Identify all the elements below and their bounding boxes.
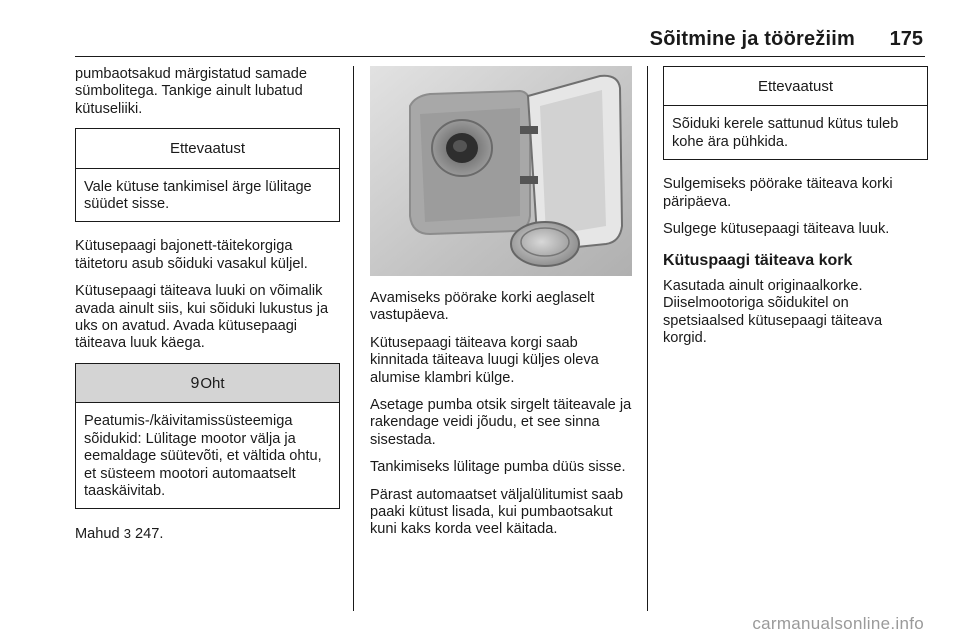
- paragraph: Kütusepaagi täiteava korgi saab kinnitada täiteava luugi küljes oleva alumise klambri külge.: [370, 334, 599, 386]
- paragraph: Kütusepaagi täiteava luuki on võimalik avada ainult siis, kui sõiduki lukustus ja uks on avatud. Avada kütusepaagi täiteava luuk käega.: [75, 283, 329, 352]
- column-left: [75, 66, 340, 554]
- warning-triangle-icon: 9: [190, 374, 200, 392]
- paragraph: Kütusepaagi bajonett-täitekorgiga täitetoru asub sõiduki vasakul küljel.: [75, 238, 308, 272]
- paragraph: Sulgemiseks pöörake täiteava korki päripäeva.: [663, 176, 893, 210]
- column-right: [663, 66, 928, 357]
- paragraph: Kasutada ainult originaalkorke. Diiselmootoriga sõidukitel on spetsiaalsed kütusepaagi täiteava korgid.: [663, 277, 883, 347]
- paragraph: Pärast automaatset väljalülitumist saab paaki kütust lisada, kui pumbaotsakut kuni kaks korda veel käitada.: [370, 486, 624, 538]
- chapter-title: Sõitmine ja töörežiim: [649, 28, 855, 50]
- notice-box: [663, 66, 928, 160]
- page-reference-icon: 3: [123, 526, 131, 542]
- paragraph: Sulgege kütusepaagi täiteava luuk.: [663, 221, 890, 238]
- reference-text: Mahud: [75, 526, 120, 543]
- paragraph: pumbaotsakud märgistatud samade sümbolitega. Tankige ainult lubatud kütuseliiki.: [75, 66, 308, 117]
- danger-body: Peatumis-/käivitamissüsteemiga sõidukid: Lülitage mootor välja ja eemaldage süütevõti, et vältida ohtu, et süsteem mootori automaatselt taaskäivitab.: [84, 413, 322, 499]
- page-number: 175: [889, 28, 923, 50]
- notice-body: Vale kütuse tankimisel ärge lülitage süüdet sisse.: [84, 178, 312, 213]
- notice-box: [75, 128, 340, 222]
- watermark: carmanualsonline.info: [752, 614, 924, 633]
- paragraph: Tankimiseks lülitage pumba düüs sisse.: [370, 459, 626, 476]
- notice-title: Ettevaatust: [664, 67, 927, 106]
- danger-header: [76, 364, 339, 403]
- notice-body: Sõiduki kerele sattunud kütus tuleb kohe ära pühkida.: [672, 116, 899, 150]
- cross-reference: [75, 525, 340, 543]
- paragraph: Asetage pumba otsik sirgelt täiteavale ja rakendage veidi jõudu, et see sinna sisestada.: [370, 397, 632, 448]
- danger-box: [75, 363, 340, 509]
- column-divider: [353, 66, 354, 611]
- notice-title: Ettevaatust: [76, 129, 339, 168]
- column-divider: [647, 66, 648, 611]
- fuel-filler-photo: [370, 66, 632, 276]
- reference-page: 247.: [134, 526, 164, 543]
- page-header: [75, 26, 925, 57]
- danger-title: Oht: [200, 374, 225, 392]
- column-middle: [370, 66, 635, 549]
- section-heading: Kütuspaagi täiteava kork: [663, 252, 853, 270]
- paragraph: Avamiseks pöörake korki aeglaselt vastupäeva.: [370, 290, 595, 324]
